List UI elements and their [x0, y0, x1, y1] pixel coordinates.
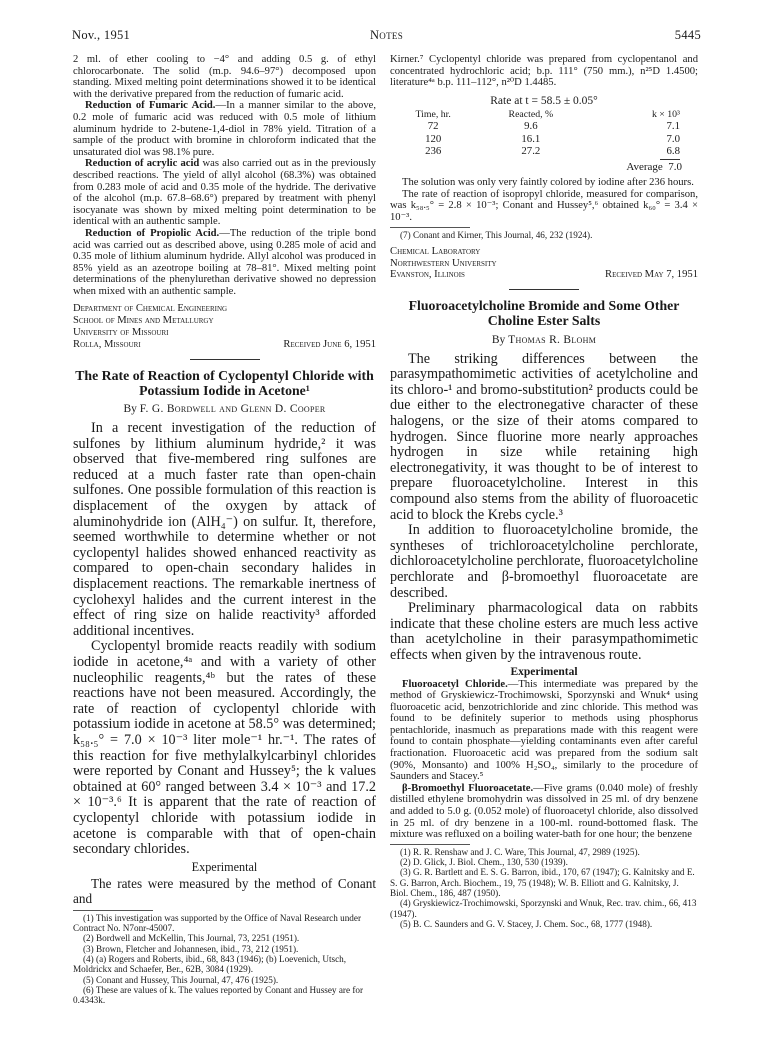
footnote-divider — [390, 844, 470, 845]
body-paragraph: Preliminary pharmacological data on rabbits indicate that these choline esters are much less active than acetylcholine in their parasympathomimetic effects when given by the intravenous route. — [390, 600, 698, 663]
footnote: (1) This investigation was supported by the Office of Naval Research under Contract No. N7onr-45007. — [73, 912, 362, 934]
header-date: Nov., 1951 — [72, 28, 131, 42]
table-header-row — [390, 109, 698, 120]
paragraph-heading: Reduction of Fumaric Acid. — [85, 100, 216, 112]
footnote: (4) Gryskiewicz-Trochimowski, Sporzynski and Wnuk, Rec. trav. chim., 66, 413 (1947). — [390, 898, 697, 919]
running-header — [72, 28, 701, 46]
table-header: Time, hr. — [415, 108, 451, 120]
footnotes — [390, 847, 698, 929]
table-cell: 9.6 — [524, 119, 538, 132]
body-paragraph: In addition to fluoroacetylcholine bromide, the syntheses of trichloroacetylcholine perchlorate, dichloroacetylcholine perchlorate, fluoroacetylcholine perchlorate and β-bromoethyl fluoroacetate are described. — [390, 522, 698, 601]
section-divider — [509, 289, 579, 290]
experimental-paragraph — [390, 679, 698, 783]
affiliation-block — [73, 303, 376, 350]
table-cell: 7.1 — [666, 119, 680, 132]
table-cell: 72 — [427, 119, 439, 132]
body-paragraph: Cyclopentyl bromide reacts readily with sodium iodide in acetone,⁴ᵃ and with a variety of other nucleophilic reagents,⁴ᵇ but the rates of these reactions have not been measured. Accordingly, the rate of reaction of cyclopentyl chloride with potassium iodide in acetone at 58.5° was determined; k₅₈.₅° = 7.0 × 10⁻³ liter mole⁻¹ hr.⁻¹. The rates of this reaction for five methylalkylcarbinyl chlorides were reported by Conant and Hussey⁵; the k values obtained at 60° ranged between 3.4 × 10⁻³ and 17.2 × 10⁻³.⁶ It is apparent that the rate of reaction of cyclopentyl chloride with potassium iodide in acetone is comparable with that of open-chain secondary chlorides. — [73, 638, 376, 858]
body-paragraph: The striking differences between the parasympathomimetic activities of acetylcholine and its chloro-¹ and bromo-substitution² products could be due either to the electronegative character of these halogens, or the size of their atoms compared to hydrogen. Since fluorine more nearly approaches hydrogen in size while retaining high electronegativity, it was thought to be of interest to prepare fluoroacetylcholine. Interest in this compound also stems from the ability of fluoroacetic acid to block the Krebs cycle.³ — [390, 350, 698, 523]
table-cell: 16.1 — [521, 132, 541, 145]
table-average — [390, 161, 698, 173]
footnote: (5) Conant and Hussey, This Journal, 47, 476 (1925). — [83, 974, 279, 985]
affiliation-line: Department of Chemical Engineering — [73, 303, 228, 315]
paragraph-heading: Fluoroacetyl Chloride. — [402, 678, 508, 690]
article-authors: F. G. Bordwell and Glenn D. Cooper — [139, 403, 326, 416]
paragraph-heading: Reduction of Propiolic Acid. — [85, 227, 220, 239]
paragraph-text: —This intermediate was prepared by the method of Gryskiewicz-Trochimowski, Sporzynski and Wnuk⁴ using fluoroacetic acid, benzotrichloride and zinc chloride. This method was found to be definitely superior to methods using phosphorus pentachloride, inasmuch as preparations made with this reagent were found to contain phosphate—yielding contaminants even after careful fractionation. Fluoroacetic acid was prepared from the sodium salt (90%, Monsanto) and 100% H₂SO₄, similarly to the procedure of Saunders and Stacey.⁵ — [390, 678, 698, 783]
affiliation-city: Rolla, Missouri — [73, 338, 141, 350]
footnote: (3) G. R. Bartlett and E. S. G. Barron, ibid., 170, 67 (1947); G. Kalnitsky and E. S. G. Barron, Arch. Biochem., 19, 75 (1948); W. B. Elliott and G. Kalnitsky, J. Biol. Chem., 186, 487 (1950). — [390, 867, 695, 899]
footnote: (2) Bordwell and McKellin, This Journal, 73, 2251 (1951). — [83, 933, 300, 944]
table-row — [390, 145, 698, 158]
paragraph-text: —In a manner similar to the above, 0.2 mole of fumaric acid was reduced with 0.5 mole of lithium aluminum hydride to 2-butene-1,4-diol in 78% yield. Titration of a sample of the product with bromine in chloroform indicated that the unsaturated diol was 98.1% pure. — [73, 100, 377, 158]
section-divider — [190, 359, 260, 360]
article-title: The Rate of Reaction of Cyclopentyl Chloride with Potassium Iodide in Acetone¹ — [75, 367, 374, 398]
affiliation-line: Northwestern University — [390, 257, 497, 269]
footnote: (7) Conant and Kirner, This Journal, 46, 232 (1924). — [400, 229, 593, 240]
paragraph-fumaric — [73, 100, 376, 158]
affiliation-line: Chemical Laboratory — [390, 245, 481, 257]
article-title: Fluoroacetylcholine Bromide and Some Other Choline Ester Salts — [408, 298, 680, 329]
affiliation-line: University of Missouri — [73, 327, 169, 339]
table-header: k × 10³ — [651, 108, 680, 120]
byline-prefix: By — [491, 333, 509, 346]
body-paragraph: The solution was only very faintly colored by iodine after 236 hours. — [402, 177, 694, 189]
table-cell: 120 — [425, 132, 442, 145]
average-label: Average — [626, 161, 663, 174]
affiliation-block — [390, 246, 698, 281]
byline-prefix: By — [123, 403, 140, 416]
article-authors: Thomas R. Blohm — [508, 333, 597, 346]
average-rule — [660, 159, 680, 160]
footnotes — [73, 913, 376, 1006]
experimental-paragraph — [390, 783, 698, 841]
table-cell: 236 — [425, 145, 442, 158]
paragraph-heading: Reduction of acrylic acid — [85, 158, 200, 170]
received-date: Received June 6, 1951 — [283, 338, 376, 350]
received-date: Received May 7, 1951 — [605, 269, 698, 281]
table-cell: 6.8 — [666, 145, 680, 158]
experimental-heading: Experimental — [510, 665, 578, 678]
footnote-divider — [390, 227, 470, 228]
footnote: (3) Brown, Fletcher and Johannesen, ibid., 73, 212 (1951). — [83, 943, 299, 954]
footnote-divider — [73, 910, 153, 911]
body-paragraph: The rates were measured by the method of Conant and — [73, 875, 376, 907]
article-byline — [390, 334, 698, 346]
average-value: 7.0 — [668, 161, 682, 174]
rate-table — [390, 109, 698, 158]
footnote: (4) (a) Rogers and Roberts, ibid., 68, 843 (1946); (b) Loevenich, Utsch, Moldrickx and Schaefer, Ber., 62B, 3084 (1929). — [73, 954, 347, 975]
table-row — [390, 133, 698, 146]
paragraph-propiolic — [73, 228, 376, 298]
header-page-number: 5445 — [674, 28, 701, 42]
paragraph-acrylic — [73, 158, 376, 228]
affiliation-city: Evanston, Illinois — [390, 269, 465, 281]
paragraph-text: —The reduction of the triple bond acid was carried out as described above, using 0.285 mole of acid and 0.35 mole of lithium aluminum hydride. Allyl alcohol was produced in 85% yield as an azeotrope boiling at 78–81°. Mixed melting point determinations of the phenylurethan derivative showed no depression when mixed with an authentic sample. — [73, 227, 376, 297]
article-byline — [73, 403, 376, 415]
table-caption: Rate at t = 58.5 ± 0.05° — [490, 94, 598, 107]
paragraph-text: —Five grams (0.040 mole) of freshly distilled ethylene bromohydrin was dissolved in 25 ml. of dry benzene and added to 5.0 g. (0.052 mole) of fluoroacetyl chloride, also dissolved in 25 ml. of dry benzene in a 100-ml. round-bottomed flask. The mixture was refluxed on a boiling water-bath for one hour; the benzene — [390, 782, 698, 841]
continuation-text: Kirner.⁷ Cyclopentyl chloride was prepared from cyclopentanol and concentrated hydrochloric acid; b.p. 111° (750 mm.), n²⁵D 1.4500; literature⁴ᵃ b.p. 111–112°, n²⁰D 1.4485. — [390, 54, 698, 89]
right-column — [390, 54, 698, 929]
affiliation-line: School of Mines and Metallurgy — [73, 315, 214, 327]
footnote: (5) B. C. Saunders and G. V. Stacey, J. Chem. Soc., 68, 1777 (1948). — [400, 918, 653, 929]
table-row — [390, 120, 698, 133]
footnote: (6) These are values of k. The values reported by Conant and Hussey are for 0.4343k. — [73, 984, 364, 1006]
paragraph-heading: β-Bromoethyl Fluoroacetate. — [402, 782, 534, 794]
table-cell: 27.2 — [521, 145, 541, 158]
paragraph-text: was also carried out as in the previously described reactions. The yield of allyl alcohol (68.3%) was obtained from 0.283 mole of acid and 0.35 mole of the hydride. The derivative of the alcohol (m.p. 67.8–68.6°) prepared by treatment with phenyl isocyanate was shown by mixed melting point determination to be identical with an authentic sample. — [73, 158, 376, 228]
table-header: Reacted, % — [508, 108, 554, 120]
body-paragraph: The rate of reaction of isopropyl chloride, measured for comparison, was k₅₈.₅° = 2.8 × 10⁻³; Conant and Hussey⁵,⁶ obtained k₆₀° = 3.4 × 10⁻³. — [390, 188, 698, 223]
body-paragraph: In a recent investigation of the reduction of sulfones by lithium aluminum hydride,² it was observed that five-membered ring sulfones are reduced at a much faster rate than open-chain sulfones. One possible formulation of this reaction is displacement of the oxygen by attack of aluminohydride ion (AlH₄⁻) on sulfur. It, therefore, seemed worthwhile to determine whether or not cyclopentyl halides showed enhanced reactivity as compared to open-chain secondary halides in displacement reactions. The remarkable inertness of cyclohexyl halides and the current interest in the effect of ring size on halide reactivity³ afforded additional incentives. — [73, 420, 376, 639]
table-cell: 7.0 — [666, 132, 680, 145]
footnote: (1) R. R. Renshaw and J. C. Ware, This Journal, 47, 2989 (1925). — [400, 846, 640, 857]
footnote: (2) D. Glick, J. Biol. Chem., 130, 530 (1939). — [400, 857, 568, 868]
left-column — [73, 54, 376, 1006]
header-section: Notes — [369, 28, 404, 42]
experimental-heading: Experimental — [191, 859, 258, 874]
continuation-text: 2 ml. of ether cooling to −4° and adding 0.5 g. of ethyl chlorocarbonate. The solid (m.p. 94.6–97°) decomposed upon standing. Mixed melting point determinations showed it to be identical with the derivative prepared from the reduction of fumaric acid. — [73, 54, 376, 100]
